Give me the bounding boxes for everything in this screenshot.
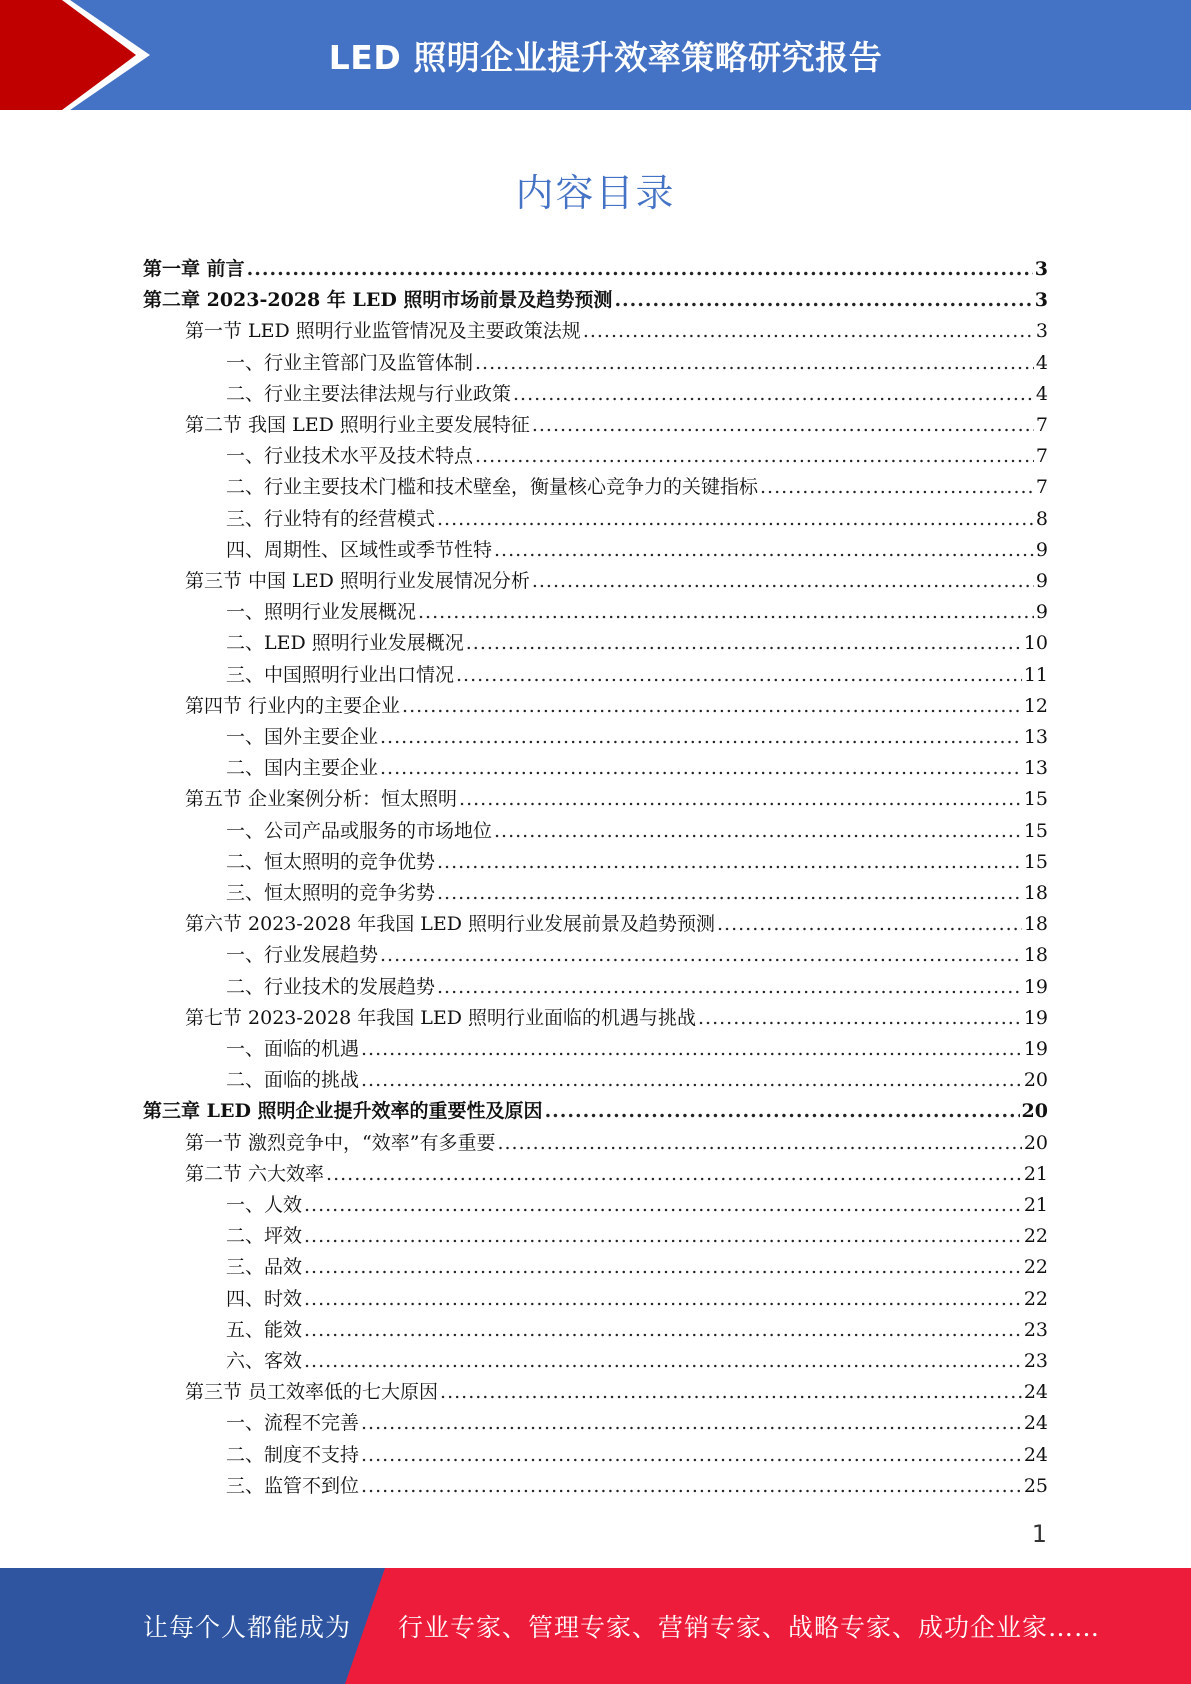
toc-entry-title: 三、监管不到位 xyxy=(226,1474,360,1497)
toc-entry-page: 12 xyxy=(1023,694,1048,717)
toc-dot-leader xyxy=(440,1377,1022,1408)
toc-entry[interactable] xyxy=(226,1034,1048,1065)
toc-entry-page: 8 xyxy=(1035,507,1048,530)
toc-entry[interactable] xyxy=(226,1065,1048,1096)
toc-dot-leader xyxy=(494,535,1034,566)
toc-entry[interactable] xyxy=(226,847,1048,878)
toc-entry-page: 24 xyxy=(1023,1412,1048,1435)
toc-dot-leader xyxy=(583,316,1034,347)
toc-entry-title: 三、品效 xyxy=(226,1256,303,1279)
toc-entry-title: 一、行业主管部门及监管体制 xyxy=(226,351,474,374)
toc-entry-page: 13 xyxy=(1023,757,1048,780)
toc-dot-leader xyxy=(304,1315,1022,1346)
toc-entry-title: 二、行业主要技术门槛和技术壁垒，衡量核心竞争力的关键指标 xyxy=(226,476,759,499)
toc-entry-title: 六、客效 xyxy=(226,1350,303,1372)
toc-entry-title: 第一节 LED 照明行业监管情况及主要政策法规 xyxy=(185,320,581,343)
toc-entry[interactable] xyxy=(226,660,1048,691)
toc-entry[interactable] xyxy=(185,1003,1048,1034)
toc-entry[interactable] xyxy=(185,316,1048,347)
toc-entry-page: 24 xyxy=(1023,1381,1048,1404)
toc-entry-title: 第三节 中国 LED 照明行业发展情况分析 xyxy=(185,570,530,592)
toc-dot-leader xyxy=(304,1221,1022,1252)
toc-dot-leader xyxy=(513,379,1034,410)
toc-entry-page: 10 xyxy=(1023,632,1048,655)
page-number: 1 xyxy=(1031,1520,1047,1548)
toc-entry-page: 7 xyxy=(1035,476,1048,499)
toc-dot-leader xyxy=(475,348,1034,379)
toc-entry[interactable] xyxy=(185,909,1048,940)
toc-entry[interactable] xyxy=(226,1190,1048,1221)
toc-dot-leader xyxy=(304,1346,1022,1377)
toc-entry-page: 18 xyxy=(1023,944,1048,967)
toc-entry-page: 3 xyxy=(1034,289,1048,312)
toc-entry-title: 第一章 前言 xyxy=(143,258,245,280)
toc-entry[interactable] xyxy=(143,254,1048,285)
toc-dot-leader xyxy=(459,784,1022,815)
toc-entry-page: 18 xyxy=(1023,882,1048,904)
toc-entry[interactable] xyxy=(226,348,1048,379)
toc-entry[interactable] xyxy=(226,504,1048,535)
toc-entry-page: 19 xyxy=(1023,1006,1048,1029)
toc-dot-leader xyxy=(698,1003,1022,1034)
toc-entry-page: 19 xyxy=(1023,1038,1048,1060)
toc-entry-title: 第六节 2023-2028 年我国 LED 照明行业发展前景及趋势预测 xyxy=(185,913,716,936)
toc-entry[interactable] xyxy=(226,1471,1048,1502)
toc-entry-title: 二、制度不支持 xyxy=(226,1443,360,1466)
toc-dot-leader xyxy=(456,660,1022,691)
toc-entry-page: 19 xyxy=(1023,975,1048,998)
toc-dot-leader xyxy=(717,909,1022,940)
toc-dot-leader xyxy=(760,472,1034,503)
toc-entry[interactable] xyxy=(226,1408,1048,1439)
toc-entry-page: 4 xyxy=(1035,351,1048,374)
toc-entry[interactable] xyxy=(226,972,1048,1003)
toc-dot-leader xyxy=(402,691,1022,722)
toc-entry-title: 第三节 员工效率低的七大原因 xyxy=(185,1381,439,1404)
toc-entry[interactable] xyxy=(185,1128,1048,1159)
toc-entry-page: 21 xyxy=(1023,1194,1048,1216)
toc-entry-title: 第四节 行业内的主要企业 xyxy=(185,694,401,717)
toc-entry-page: 13 xyxy=(1023,726,1048,748)
toc-entry-page: 21 xyxy=(1023,1162,1048,1185)
toc-entry-title: 二、坪效 xyxy=(226,1225,303,1248)
toc-entry-page: 23 xyxy=(1023,1318,1048,1341)
toc-entry[interactable] xyxy=(226,597,1048,628)
toc-entry[interactable] xyxy=(226,722,1048,753)
toc-entry[interactable] xyxy=(226,1315,1048,1346)
toc-dot-leader xyxy=(437,972,1022,1003)
toc-dot-leader xyxy=(361,1034,1022,1065)
toc-dot-leader xyxy=(247,254,1033,285)
toc-entry-title: 第一节 激烈竞争中，“效率”有多重要 xyxy=(185,1131,496,1154)
toc-entry-page: 22 xyxy=(1023,1287,1048,1310)
toc-entry-title: 三、恒太照明的竞争劣势 xyxy=(226,882,436,904)
toc-dot-leader xyxy=(466,628,1022,659)
toc-entry-title: 第二节 我国 LED 照明行业主要发展特征 xyxy=(185,414,530,436)
toc-entry-title: 一、国外主要企业 xyxy=(226,726,379,748)
footer-banner xyxy=(0,1568,1191,1684)
toc-entry-page: 25 xyxy=(1023,1474,1048,1497)
toc-dot-leader xyxy=(361,1408,1022,1439)
toc-entry[interactable] xyxy=(185,1159,1048,1190)
toc-entry[interactable] xyxy=(226,753,1048,784)
toc-dot-leader xyxy=(361,1065,1022,1096)
toc-entry-page: 7 xyxy=(1035,414,1048,436)
toc-entry-title: 第七节 2023-2028 年我国 LED 照明行业面临的机遇与挑战 xyxy=(185,1006,697,1029)
toc-entry-title: 一、流程不完善 xyxy=(226,1412,360,1435)
toc-entry-title: 二、LED 照明行业发展概况 xyxy=(226,632,464,655)
toc-dot-leader xyxy=(475,441,1034,472)
toc-dot-leader xyxy=(532,566,1034,597)
toc-entry[interactable] xyxy=(226,379,1048,410)
toc-entry-title: 一、行业技术水平及技术特点 xyxy=(226,445,474,468)
toc-entry[interactable] xyxy=(226,535,1048,566)
toc-entry-title: 第三章 LED 照明企业提升效率的重要性及原因 xyxy=(143,1100,543,1123)
toc-entry-page: 15 xyxy=(1023,788,1048,811)
toc-dot-leader xyxy=(497,1128,1021,1159)
toc-entry-title: 一、照明行业发展概况 xyxy=(226,601,417,624)
toc-entry-title: 四、周期性、区域性或季节性特 xyxy=(226,538,493,561)
toc-entry[interactable] xyxy=(226,1440,1048,1471)
toc-entry-page: 23 xyxy=(1023,1350,1048,1372)
toc-entry-page: 22 xyxy=(1023,1256,1048,1279)
toc-dot-leader xyxy=(304,1190,1022,1221)
toc-dot-leader xyxy=(494,816,1022,847)
toc-entry[interactable] xyxy=(185,566,1048,597)
toc-heading: 内容目录 xyxy=(515,171,676,215)
toc-dot-leader xyxy=(380,753,1022,784)
toc-entry-page: 24 xyxy=(1023,1443,1048,1466)
toc-dot-leader xyxy=(304,1252,1022,1283)
toc-entry-page: 11 xyxy=(1023,663,1048,686)
toc-entry[interactable] xyxy=(226,1252,1048,1283)
toc-entry-page: 20 xyxy=(1021,1100,1048,1123)
toc-dot-leader xyxy=(437,878,1022,909)
toc-entry-title: 一、公司产品或服务的市场地位 xyxy=(226,819,493,842)
toc-entry-page: 4 xyxy=(1035,382,1048,405)
toc-entry-title: 五、能效 xyxy=(226,1318,303,1341)
toc-entry[interactable] xyxy=(226,878,1048,909)
report-title: LED 照明企业提升效率策略研究报告 xyxy=(328,37,883,77)
toc-dot-leader xyxy=(380,940,1022,971)
footer-slogan-left: 让每个人都能成为 xyxy=(143,1613,352,1642)
toc-entry-page: 15 xyxy=(1023,850,1048,873)
toc-entry-title: 第二节 六大效率 xyxy=(185,1162,325,1185)
toc-entry-title: 二、行业主要法律法规与行业政策 xyxy=(226,382,512,405)
toc-entry-page: 20 xyxy=(1023,1131,1048,1154)
report-header-banner xyxy=(0,0,1191,110)
toc-dot-leader xyxy=(304,1284,1022,1315)
toc-entry-title: 二、恒太照明的竞争优势 xyxy=(226,850,436,873)
toc-entry[interactable] xyxy=(185,1377,1048,1408)
toc-entry-page: 15 xyxy=(1023,819,1048,842)
toc-entry-title: 第二章 2023-2028 年 LED 照明市场前景及趋势预测 xyxy=(143,289,613,312)
toc-entry-title: 二、行业技术的发展趋势 xyxy=(226,975,436,998)
toc-entry-page: 9 xyxy=(1035,601,1048,624)
toc-entry-page: 7 xyxy=(1035,445,1048,468)
toc-dot-leader xyxy=(532,410,1034,441)
toc-entry[interactable] xyxy=(185,691,1048,722)
toc-dot-leader xyxy=(418,597,1034,628)
toc-entry-title: 二、国内主要企业 xyxy=(226,757,379,780)
toc-entry-title: 第五节 企业案例分析：恒太照明 xyxy=(185,788,458,811)
toc-entry-page: 20 xyxy=(1023,1069,1048,1092)
toc-entry[interactable] xyxy=(226,1284,1048,1315)
toc-entry-title: 一、行业发展趋势 xyxy=(226,944,379,967)
toc-entry-page: 22 xyxy=(1023,1225,1048,1248)
toc-entry-page: 3 xyxy=(1034,258,1048,280)
toc-dot-leader xyxy=(361,1440,1022,1471)
toc-entry[interactable] xyxy=(226,628,1048,659)
toc-entry[interactable] xyxy=(226,1221,1048,1252)
toc-entry-page: 9 xyxy=(1035,570,1048,592)
toc-entry-title: 三、行业特有的经营模式 xyxy=(226,507,436,530)
toc-dot-leader xyxy=(326,1159,1022,1190)
toc-entry[interactable] xyxy=(185,784,1048,815)
toc-dot-leader xyxy=(437,504,1034,535)
toc-dot-leader xyxy=(437,847,1022,878)
toc-dot-leader xyxy=(545,1096,1020,1127)
toc-entry[interactable] xyxy=(226,472,1048,503)
toc-entry-title: 一、人效 xyxy=(226,1194,303,1216)
toc-entry-page: 18 xyxy=(1023,913,1048,936)
toc-entry[interactable] xyxy=(226,441,1048,472)
toc-entry[interactable] xyxy=(143,285,1048,316)
toc-entry-page: 9 xyxy=(1035,538,1048,561)
toc-entry[interactable] xyxy=(143,1096,1048,1127)
toc-dot-leader xyxy=(361,1471,1022,1502)
toc-entry[interactable] xyxy=(185,410,1048,441)
toc-entry[interactable] xyxy=(226,816,1048,847)
toc-dot-leader xyxy=(380,722,1022,753)
toc-entry-page: 3 xyxy=(1035,320,1048,343)
toc-entry-title: 二、面临的挑战 xyxy=(226,1069,360,1092)
toc-entry[interactable] xyxy=(226,1346,1048,1377)
toc-entry-title: 四、时效 xyxy=(226,1287,303,1310)
toc-entry-title: 三、中国照明行业出口情况 xyxy=(226,663,455,686)
toc-dot-leader xyxy=(614,285,1032,316)
footer-slogan-right: 行业专家、管理专家、营销专家、战略专家、成功企业家…… xyxy=(398,1613,1101,1642)
toc-entry[interactable] xyxy=(226,940,1048,971)
toc-entry-title: 一、面临的机遇 xyxy=(226,1038,360,1060)
